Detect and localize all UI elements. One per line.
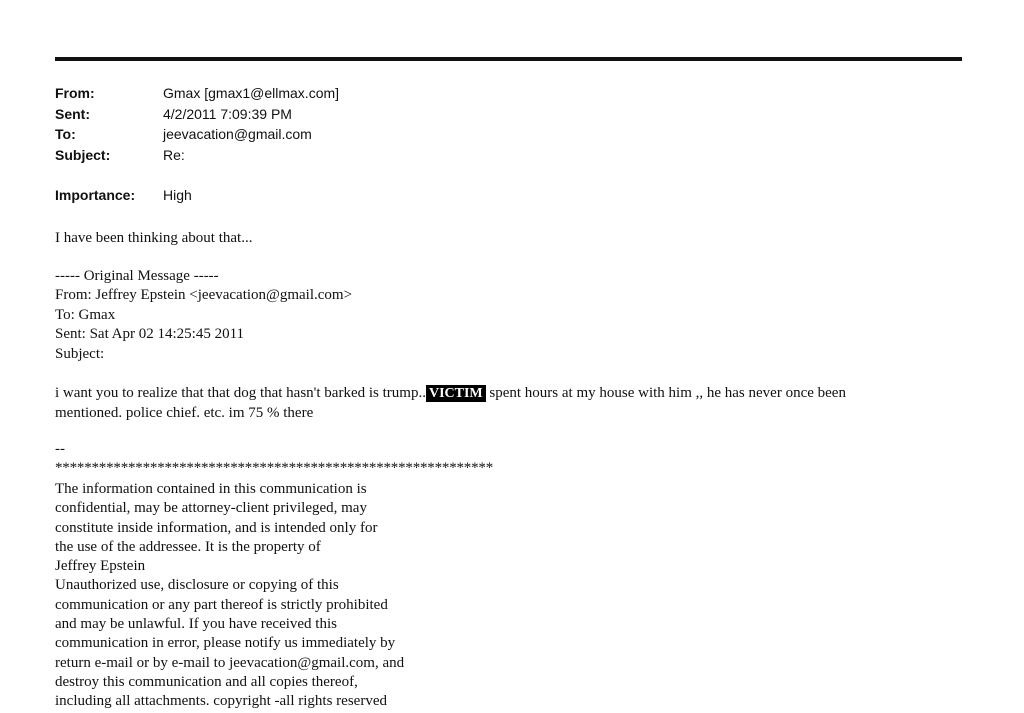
disclaimer-line: and may be unlawful. If you have received this xyxy=(55,616,337,633)
body-text-before-redaction: i want you to realize that that dog that hasn't barked is trump.. xyxy=(55,385,426,401)
importance-label: Importance: xyxy=(55,187,136,203)
disclaimer-line: Jeffrey Epstein xyxy=(55,558,146,575)
disclaimer-line: the use of the addressee. It is the property of xyxy=(55,538,321,555)
reply-text: I have been thinking about that... xyxy=(55,230,253,246)
body-text-after-redaction: spent hours at my house with him ,, he has never once been xyxy=(489,385,846,401)
disclaimer-line: communication or any part thereof is strictly prohibited xyxy=(55,596,388,613)
email-header-block xyxy=(55,83,339,165)
sent-row xyxy=(55,104,339,125)
message-body-line-2: mentioned. police chief. etc. im 75 % there xyxy=(55,404,314,421)
importance-row xyxy=(55,185,192,205)
disclaimer-line: communication in error, please notify us immediately by xyxy=(55,635,396,652)
disclaimer-line: The information contained in this communication is xyxy=(55,481,367,497)
original-sent-line: Sent: Sat Apr 02 14:25:45 2011 xyxy=(55,326,245,343)
message-body-line-1 xyxy=(55,384,955,404)
message-body xyxy=(55,384,955,423)
to-row xyxy=(55,124,339,145)
disclaimer-line: return e-mail or by e-mail to jeevacation@gmail.com, and xyxy=(55,654,405,671)
importance-value: High xyxy=(163,187,192,203)
subject-value: Re: xyxy=(163,146,185,163)
subject-label: Subject: xyxy=(55,146,111,163)
disclaimer-line: including all attachments. copyright -all rights reserved xyxy=(55,693,387,710)
original-subject-line: Subject: xyxy=(55,345,105,362)
disclaimer-line: constitute inside information, and is intended only for xyxy=(55,519,378,536)
redaction-box: VICTIM xyxy=(426,385,486,402)
original-message-block xyxy=(55,267,352,364)
original-message-separator: ----- Original Message ----- xyxy=(55,268,219,284)
disclaimer-line: confidential, may be attorney-client privileged, may xyxy=(55,500,367,517)
to-label: To: xyxy=(55,126,76,142)
subject-row xyxy=(55,145,339,166)
signature-stars: ************************************************************ xyxy=(55,460,494,476)
from-label: From: xyxy=(55,85,95,101)
from-value: Gmax [gmax1@ellmax.com] xyxy=(163,85,340,101)
sent-value: 4/2/2011 7:09:39 PM xyxy=(163,105,292,122)
confidentiality-disclaimer xyxy=(55,480,404,712)
top-rule xyxy=(55,57,962,61)
to-value: jeevacation@gmail.com xyxy=(163,126,312,142)
disclaimer-line: destroy this communication and all copies thereof, xyxy=(55,673,358,690)
from-row xyxy=(55,83,339,104)
signature-dash: -- xyxy=(55,441,65,457)
original-from-line: From: Jeffrey Epstein <jeevacation@gmail.com> xyxy=(55,287,353,304)
disclaimer-line: Unauthorized use, disclosure or copying of this xyxy=(55,577,339,594)
sent-label: Sent: xyxy=(55,105,90,122)
original-to-line: To: Gmax xyxy=(55,306,116,323)
